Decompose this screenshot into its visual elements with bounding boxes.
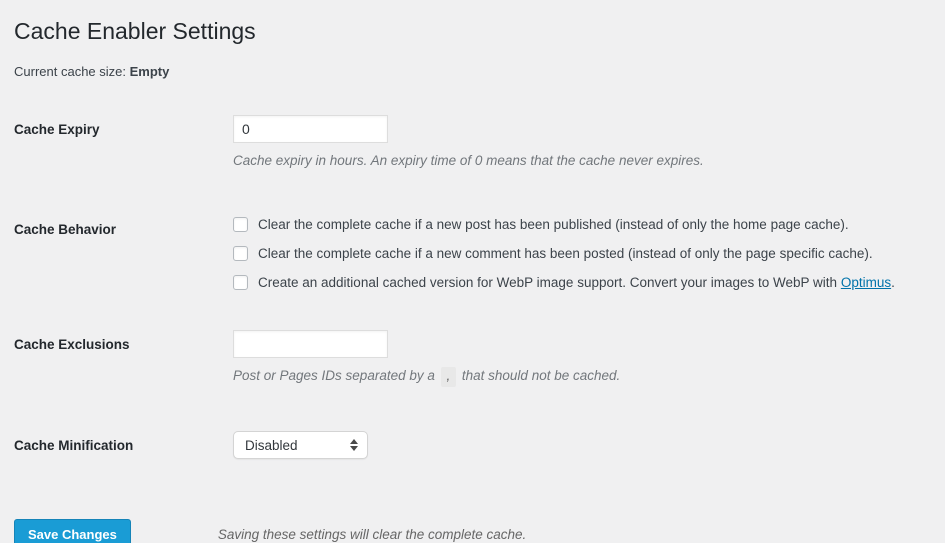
checkbox-label-text: Create an additional cached version for WebP image support. Convert your images to WebP with bbox=[258, 274, 841, 290]
cache-size-status bbox=[14, 64, 925, 79]
cache-size-label: Current cache size: bbox=[14, 64, 126, 79]
cache-expiry-input[interactable] bbox=[233, 115, 388, 143]
cache-exclusions-label: Cache Exclusions bbox=[14, 336, 130, 352]
optimus-link[interactable]: Optimus bbox=[840, 274, 892, 290]
save-changes-button[interactable]: Save Changes bbox=[14, 519, 131, 543]
cache-minification-row bbox=[14, 431, 925, 459]
save-note: Saving these settings will clear the complete cache. bbox=[217, 526, 527, 542]
checkbox-clear-on-comment[interactable] bbox=[233, 244, 925, 263]
cache-behavior-row bbox=[14, 215, 925, 292]
footer-row bbox=[14, 519, 925, 543]
cache-expiry-row bbox=[14, 115, 925, 171]
cache-minification-label: Cache Minification bbox=[14, 438, 134, 454]
cache-size-value: Empty bbox=[129, 64, 170, 79]
checkbox-label: Clear the complete cache if a new comment has been posted (instead of only the page specific cache). bbox=[258, 245, 873, 261]
cache-exclusions-row bbox=[14, 330, 925, 388]
checkbox-label-suffix: . bbox=[891, 274, 895, 290]
comma-code-chip: , bbox=[441, 367, 456, 388]
select-stepper-icon bbox=[350, 439, 358, 451]
cache-behavior-label: Cache Behavior bbox=[14, 221, 117, 237]
checkbox-icon[interactable] bbox=[233, 217, 248, 232]
cache-minification-select[interactable] bbox=[233, 431, 368, 459]
cache-exclusions-description bbox=[233, 367, 925, 388]
checkbox-icon[interactable] bbox=[233, 275, 248, 290]
checkbox-icon[interactable] bbox=[233, 246, 248, 261]
cache-expiry-label: Cache Expiry bbox=[14, 122, 100, 137]
cache-exclusions-input[interactable] bbox=[233, 330, 388, 358]
checkbox-label: Clear the complete cache if a new post has been published (instead of only the home page cache). bbox=[258, 216, 849, 232]
page-title: Cache Enabler Settings bbox=[14, 18, 256, 44]
checkbox-label bbox=[258, 273, 895, 292]
selected-option-label: Disabled bbox=[245, 437, 298, 453]
description-text: Post or Pages IDs separated by a bbox=[233, 367, 435, 383]
checkbox-webp-support[interactable] bbox=[233, 273, 925, 292]
checkbox-clear-on-post[interactable] bbox=[233, 215, 925, 234]
description-text: that should not be cached. bbox=[461, 367, 621, 383]
cache-expiry-description: Cache expiry in hours. An expiry time of 0 means that the cache never expires. bbox=[233, 153, 704, 168]
